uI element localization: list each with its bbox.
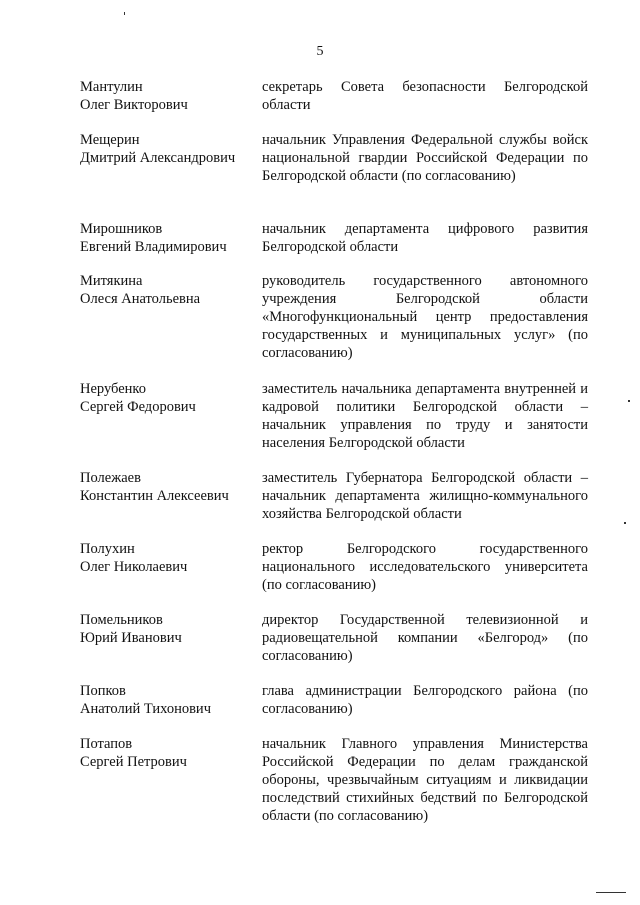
member-name [80,469,250,505]
member-name [80,131,250,167]
member-position: начальник Управления Федеральной службы войск национальной гвардии Российской Федерации по Белгородской области (по согласованию) [262,132,588,184]
scan-speck [624,522,626,524]
member-position: заместитель Губернатора Белгородской области – начальник департамента жилищно-коммунального хозяйства Белгородской области [262,470,588,522]
member-position: секретарь Совета безопасности Белгородской области [262,79,588,113]
member-given-names: Дмитрий Александрович [80,150,236,166]
member-position: начальник Главного управления Министерства Российской Федерации по делам гражданской обороны, чрезвычайным ситуациям и ликвидации последствий стихийных бедствий по Белгородской области (по согласованию) [262,736,588,824]
scan-speck [124,12,125,15]
member-surname: Мирошников [80,221,163,237]
margin-line [596,892,626,893]
member-name [80,220,250,256]
member-surname: Попков [80,683,126,699]
member-name [80,78,250,114]
member-given-names: Сергей Федорович [80,399,196,415]
page-number: 5 [316,44,324,59]
member-given-names: Константин Алексеевич [80,488,229,504]
member-given-names: Олег Викторович [80,97,188,113]
member-name [80,682,250,718]
member-given-names: Анатолий Тихонович [80,701,211,717]
member-given-names: Олеся Анатольевна [80,291,201,307]
member-surname: Помельников [80,612,163,628]
member-surname: Мещерин [80,132,140,148]
member-position: начальник департамента цифрового развития Белгородской области [262,221,588,255]
member-name [80,540,250,576]
member-name [80,380,250,416]
member-name [80,611,250,647]
member-surname: Нерубенко [80,381,146,397]
member-surname: Митякина [80,273,143,289]
member-name [80,272,250,308]
member-position: глава администрации Белгородского района (по согласованию) [262,683,588,717]
member-surname: Полежаев [80,470,141,486]
member-surname: Потапов [80,736,133,752]
member-position: ректор Белгородского государственного национального исследовательского университета (по согласованию) [262,541,588,593]
member-given-names: Сергей Петрович [80,754,187,770]
member-surname: Полухин [80,541,135,557]
member-given-names: Евгений Владимирович [80,239,227,255]
member-given-names: Юрий Иванович [80,630,182,646]
member-name [80,735,250,771]
member-position: директор Государственной телевизионной и радиовещательной компании «Белгород» (по согласованию) [262,612,588,664]
member-position: руководитель государственного автономного учреждения Белгородской области «Многофункциональный центр предоставления государственных и муниципальных услуг» (по согласованию) [262,273,588,361]
scan-speck [628,400,630,402]
member-position: заместитель начальника департамента внутренней и кадровой политики Белгородской области – начальник управления по труду и занятости населения Белгородской области [262,381,588,451]
member-surname: Мантулин [80,79,143,95]
member-given-names: Олег Николаевич [80,559,188,575]
